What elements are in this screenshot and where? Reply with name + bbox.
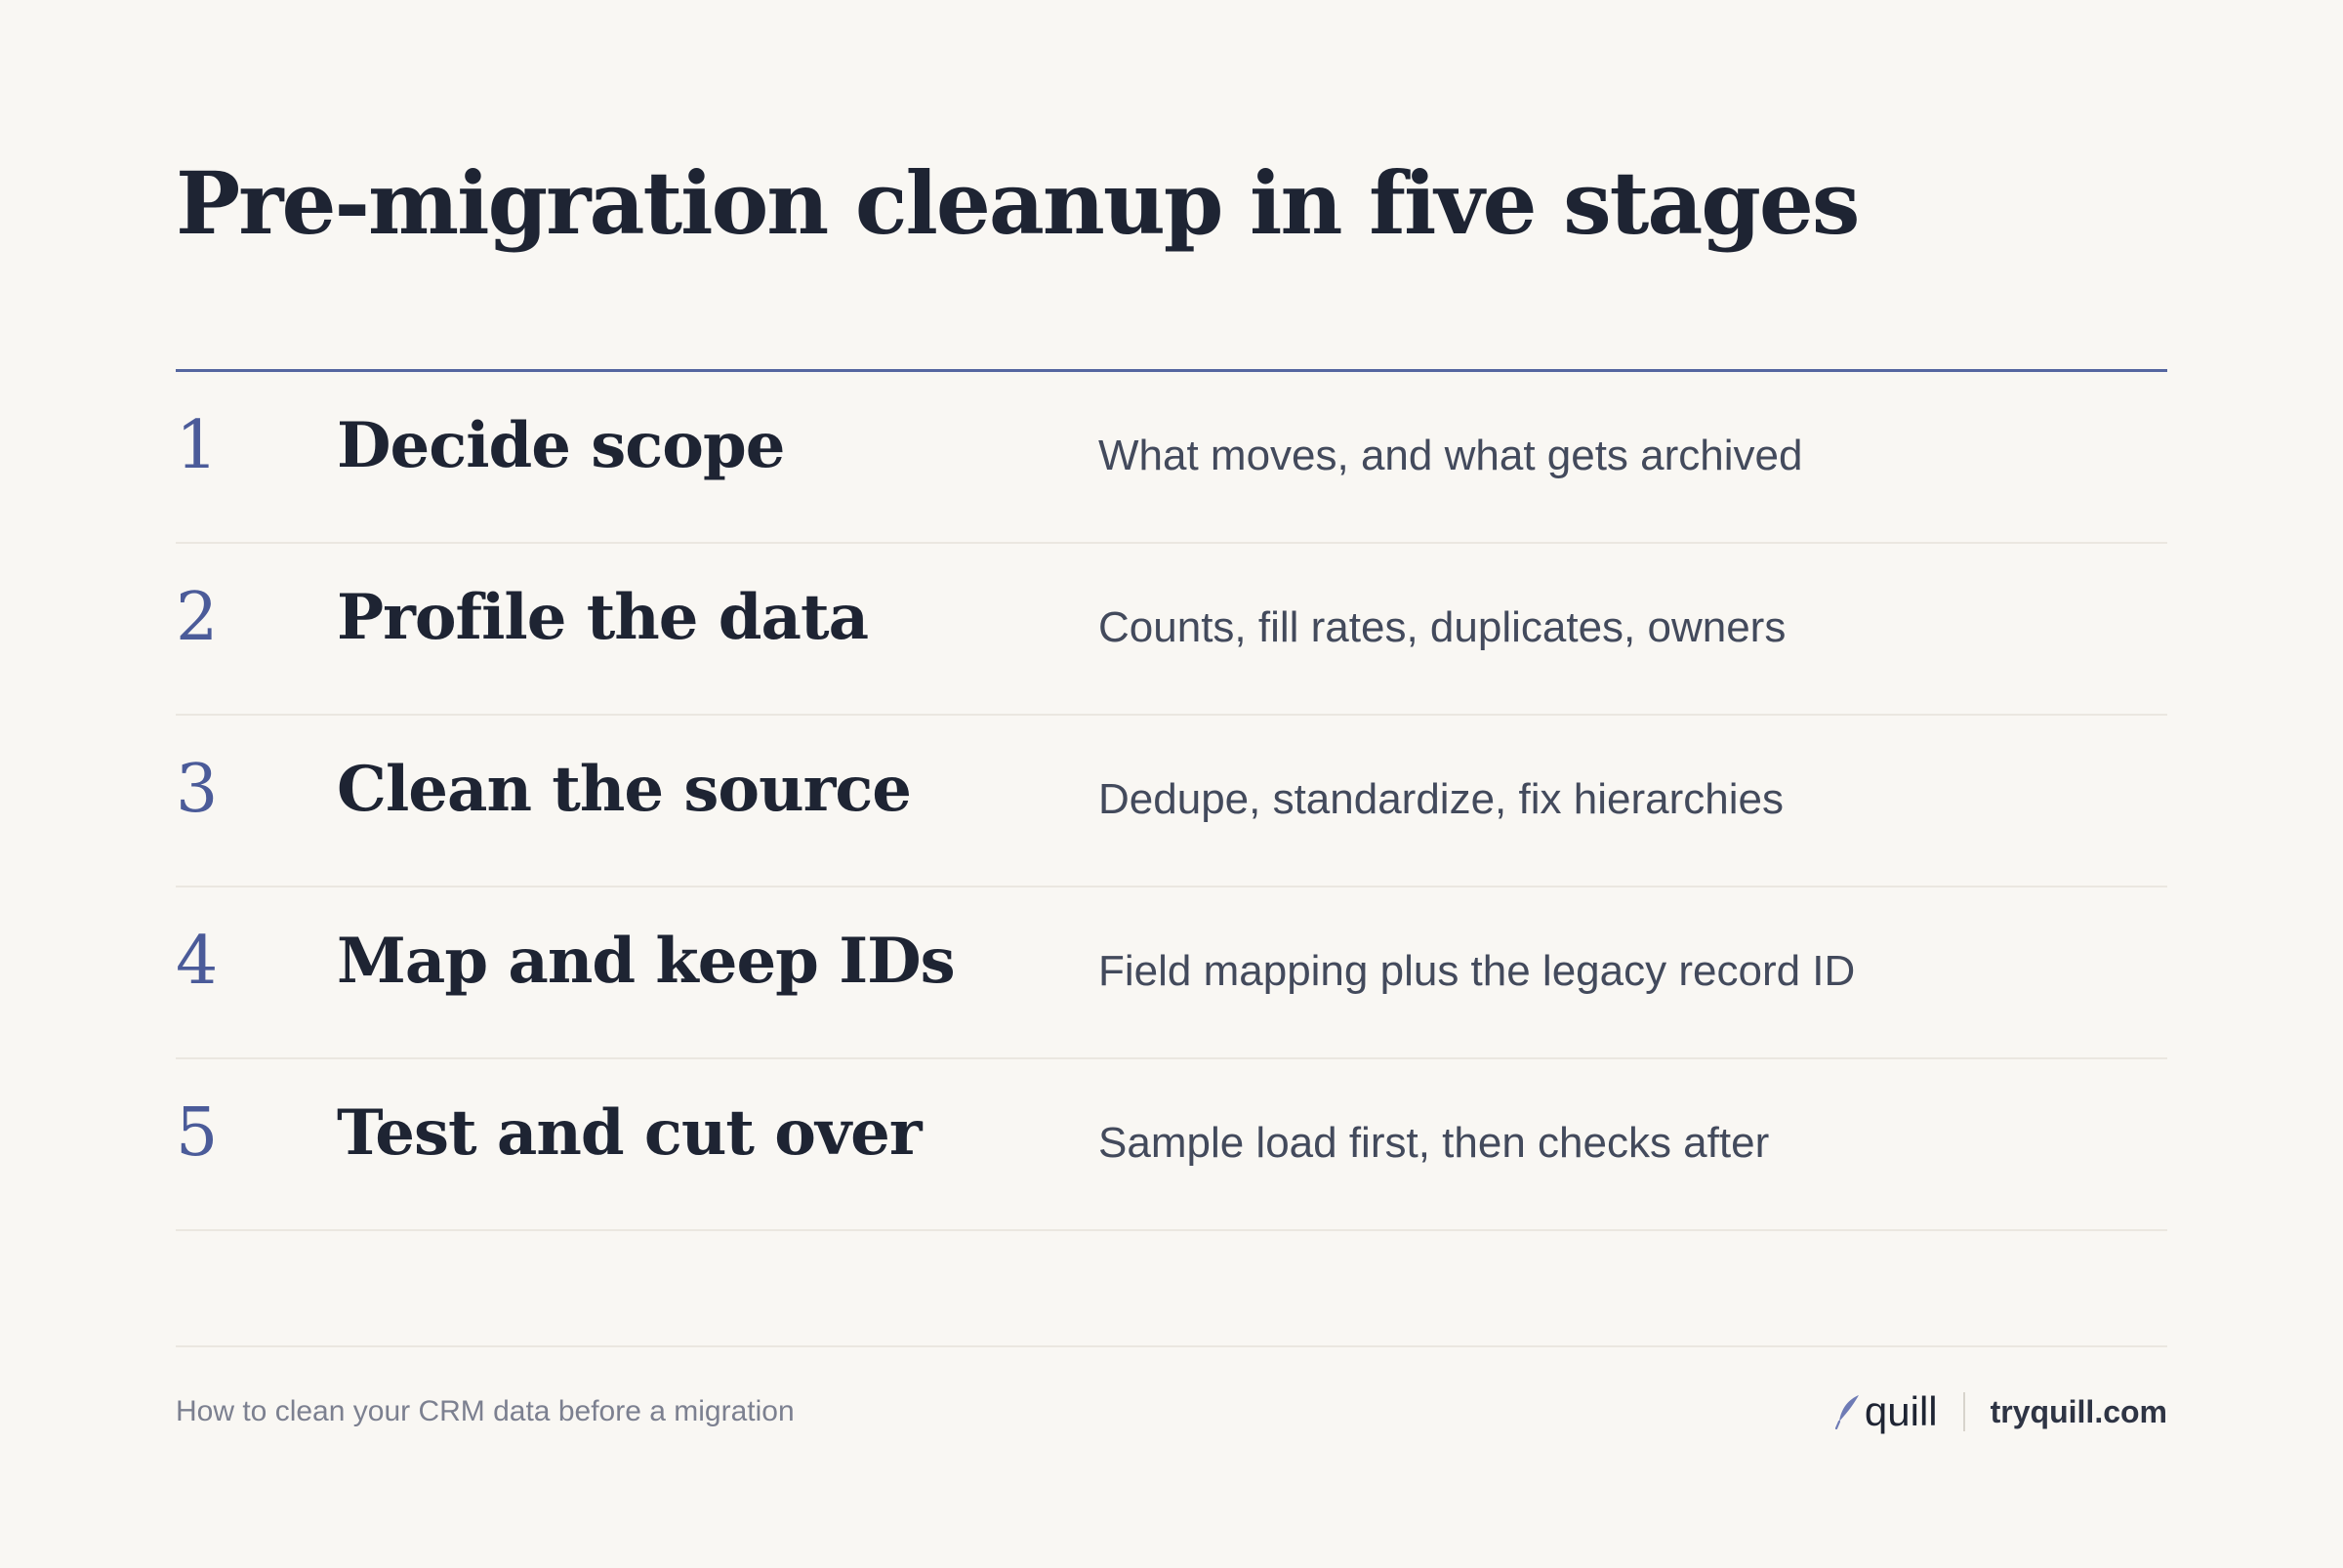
stage-number: 5 bbox=[176, 1094, 219, 1172]
stage-description: Dedupe, standardize, fix hierarchies bbox=[1098, 775, 1784, 823]
stage-title: Decide scope bbox=[337, 409, 785, 482]
stage-row bbox=[176, 544, 2167, 716]
stage-row bbox=[176, 372, 2167, 544]
stage-description: Sample load first, then checks after bbox=[1098, 1119, 1770, 1167]
quill-icon bbox=[1835, 1394, 1861, 1429]
brand-logo[interactable] bbox=[1835, 1384, 1938, 1439]
stage-number: 1 bbox=[176, 407, 219, 484]
stage-number: 3 bbox=[176, 751, 219, 828]
brand-name: quill bbox=[1864, 1388, 1938, 1434]
brand bbox=[1835, 1384, 2167, 1439]
stage-title: Clean the source bbox=[337, 753, 911, 826]
stage-description: Counts, fill rates, duplicates, owners bbox=[1098, 603, 1787, 651]
footer-divider bbox=[176, 1345, 2167, 1347]
stage-row bbox=[176, 1059, 2167, 1231]
stage-row bbox=[176, 716, 2167, 887]
stage-title: Profile the data bbox=[337, 581, 869, 654]
page-title: Pre-migration cleanup in five stages bbox=[176, 152, 1859, 254]
stage-number: 2 bbox=[176, 579, 219, 656]
stage-number: 4 bbox=[176, 923, 219, 1000]
brand-divider bbox=[1963, 1392, 1965, 1431]
stage-row bbox=[176, 887, 2167, 1059]
stage-title: Test and cut over bbox=[337, 1096, 922, 1170]
footer-caption: How to clean your CRM data before a migration bbox=[176, 1395, 795, 1427]
brand-url-link[interactable]: tryquill.com bbox=[1990, 1394, 2167, 1429]
stage-description: What moves, and what gets archived bbox=[1098, 432, 1803, 479]
stage-title: Map and keep IDs bbox=[337, 925, 955, 998]
stages-list bbox=[176, 369, 2167, 1231]
stage-description: Field mapping plus the legacy record ID bbox=[1098, 947, 1856, 995]
